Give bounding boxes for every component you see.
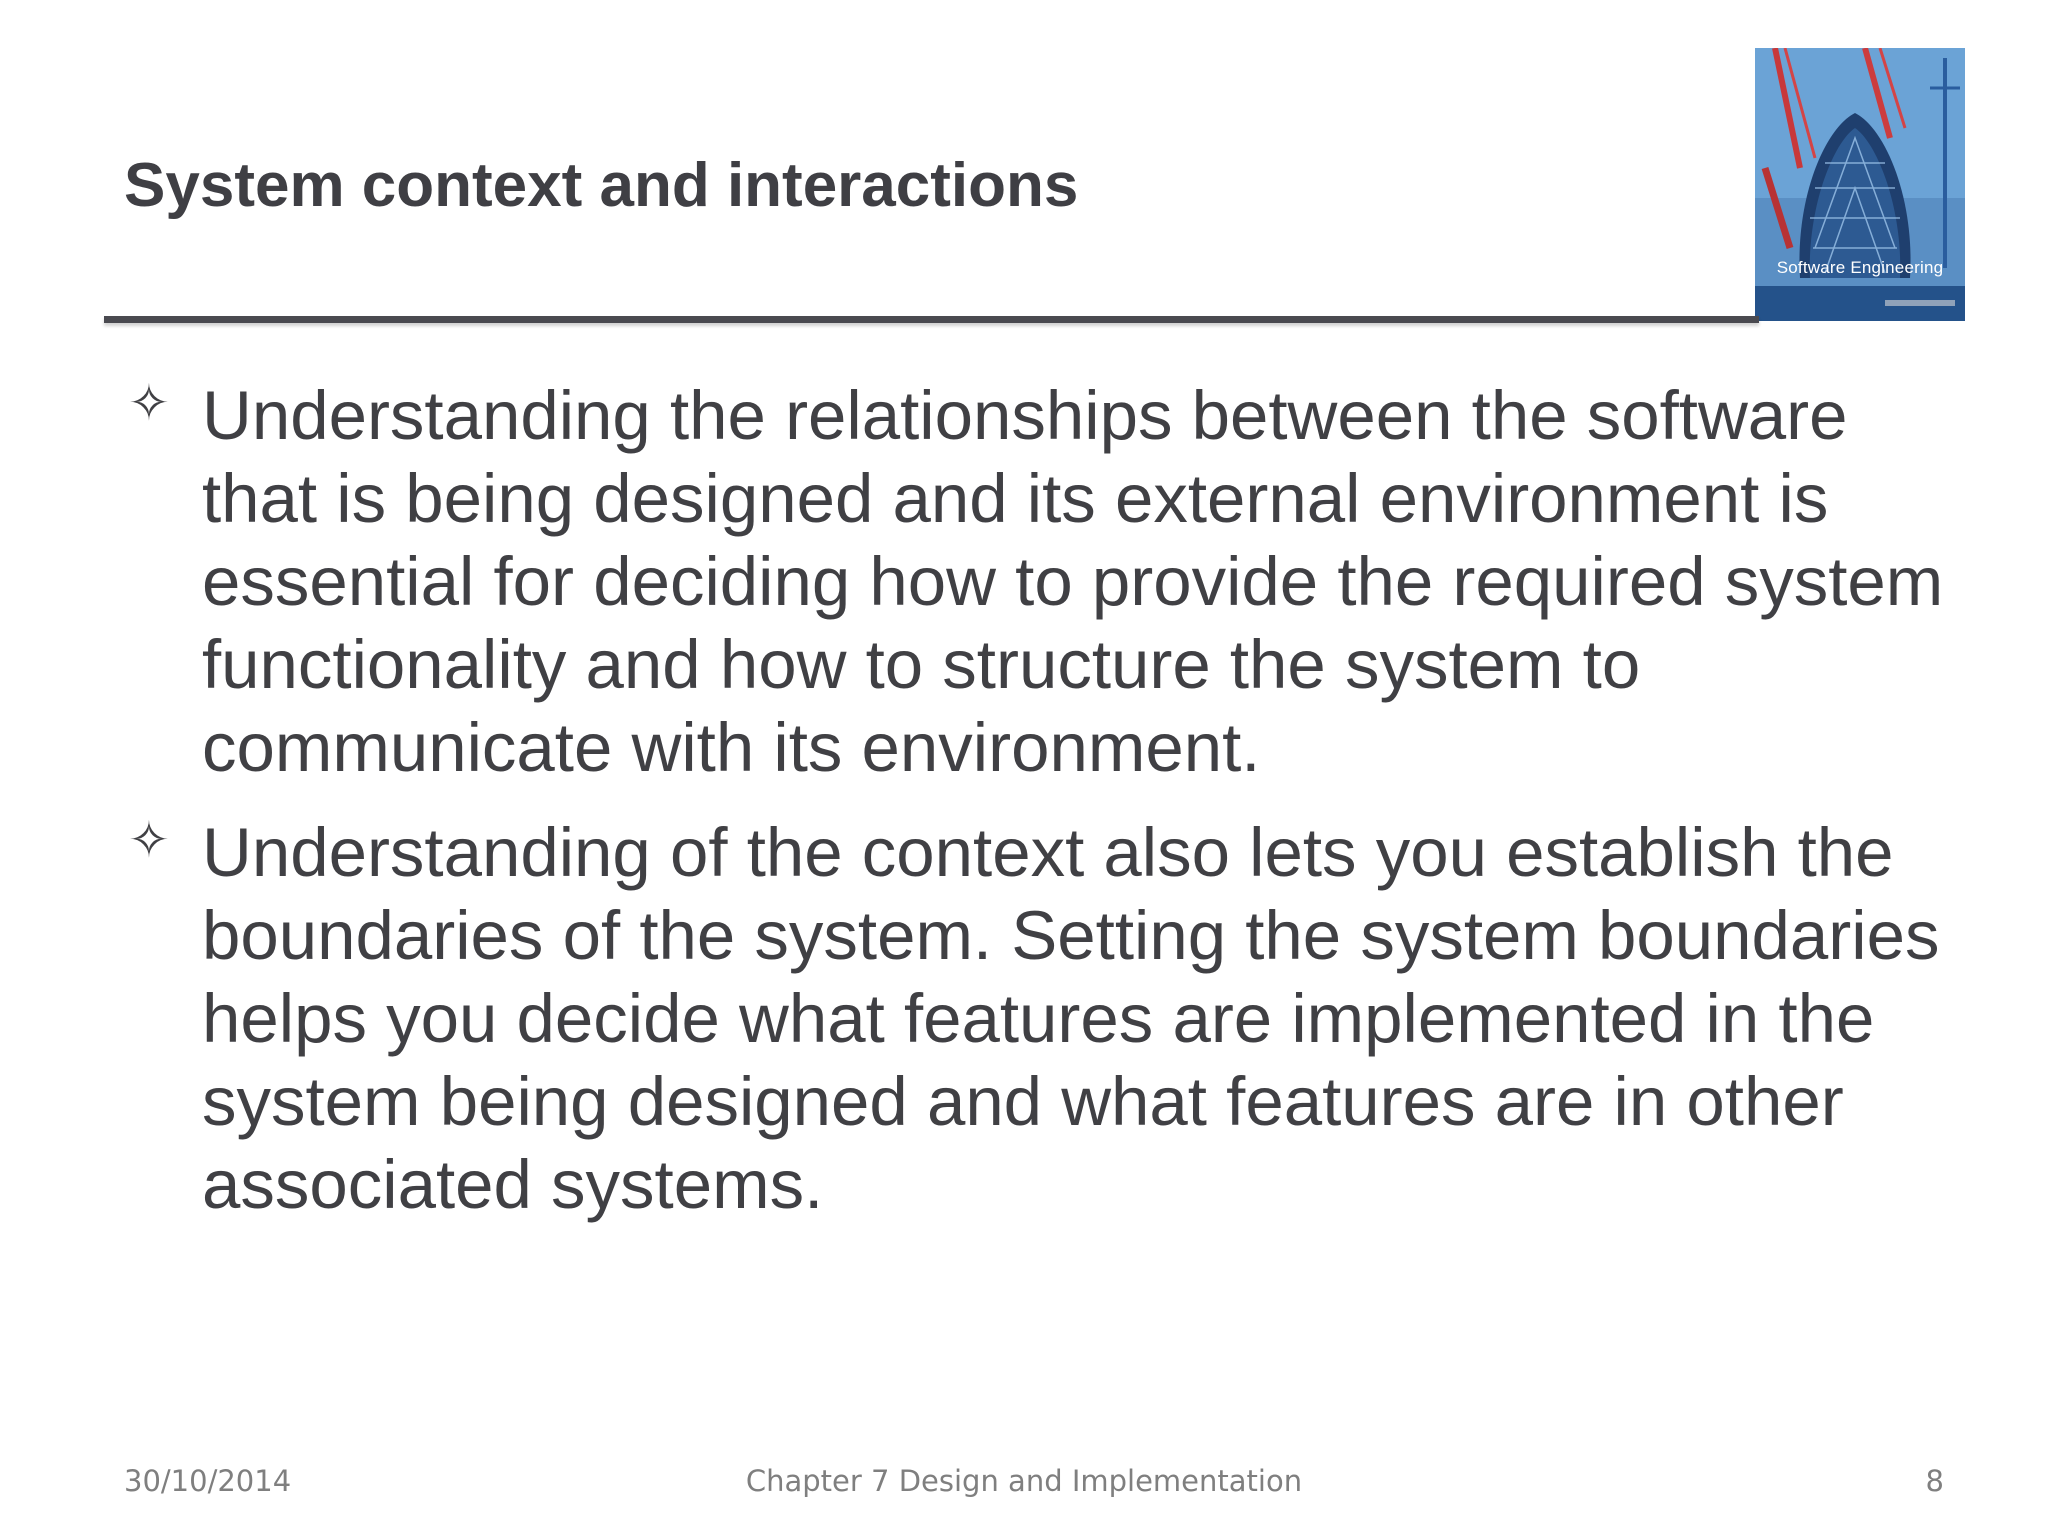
four-pointed-star-icon: ✧ — [128, 811, 170, 869]
bullet-line: Understanding the relationships between the software — [202, 377, 1848, 454]
bullet-text — [202, 811, 1964, 1226]
bullet-line: Understanding of the context also lets you establish the — [202, 814, 1894, 891]
footer-date: 30/10/2014 — [124, 1464, 292, 1498]
bullet-list — [124, 374, 1964, 1248]
title-divider — [104, 316, 1759, 323]
slide-title: System context and interactions — [124, 151, 1079, 220]
book-cover-illustration — [1755, 48, 1965, 321]
footer-page-number: 8 — [1925, 1464, 1944, 1498]
bullet-item — [124, 374, 1964, 789]
bullet-line: helps you decide what features are implemented in the — [202, 980, 1875, 1057]
book-cover-title: Software Engineering — [1776, 258, 1944, 277]
book-cover-image — [1755, 48, 1965, 321]
bullet-line: that is being designed and its external environment is — [202, 460, 1829, 537]
bullet-line: associated systems. — [202, 1146, 824, 1223]
bullet-item — [124, 811, 1964, 1226]
bullet-line: boundaries of the system. Setting the system boundaries — [202, 897, 1940, 974]
bullet-line: communicate with its environment. — [202, 709, 1261, 786]
bullet-text — [202, 374, 1964, 789]
bullet-line: system being designed and what features are in other — [202, 1063, 1844, 1140]
bullet-line: functionality and how to structure the system to — [202, 626, 1641, 703]
footer-chapter: Chapter 7 Design and Implementation — [745, 1464, 1303, 1498]
bullet-line: essential for deciding how to provide the required system — [202, 543, 1944, 620]
four-pointed-star-icon: ✧ — [128, 374, 170, 432]
